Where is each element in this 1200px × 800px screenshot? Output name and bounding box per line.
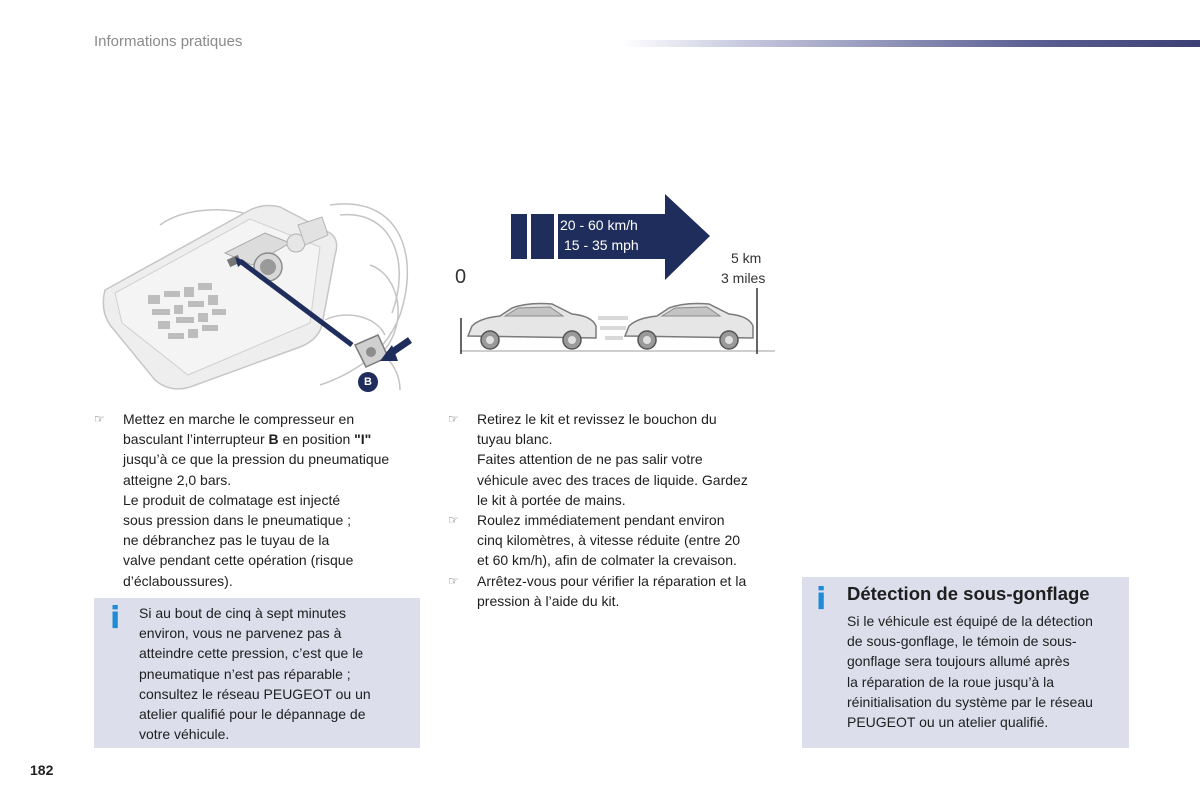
text-line: basculant l’interrupteur [123, 431, 269, 448]
instruction-remove-kit [448, 409, 788, 510]
text-line: de sous-gonflage, le témoin de sous- [847, 633, 1077, 650]
text-line: et 60 km/h), afin de colmater la crevaison. [477, 552, 737, 569]
speed-mph-label: 15 - 35 mph [564, 237, 639, 253]
text-line: atteigne 2,0 bars. [123, 471, 232, 488]
text-line: gonflage sera toujours allumé après [847, 653, 1070, 670]
text-line: véhicule avec des traces de liquide. Gardez [477, 471, 748, 488]
text-line: Arrêtez-vous pour vérifier la réparation et la [477, 572, 747, 589]
info-box-title: Détection de sous-gonflage [847, 583, 1090, 604]
header-gradient-bar [622, 40, 1200, 47]
distance-km-label: 5 km [731, 250, 762, 266]
info-box-text [139, 603, 415, 744]
switch-b-ref: B [268, 431, 279, 448]
instruction-drive [448, 510, 788, 571]
text-line: réinitialisation du système par le réseau [847, 693, 1093, 710]
text-line: Roulez immédiatement pendant environ [477, 512, 725, 529]
section-header-label: Informations pratiques [94, 33, 243, 50]
text-line: pression à l’aide du kit. [477, 592, 620, 609]
pointing-hand-icon: ☞ [448, 412, 459, 426]
text-line: Faites attention de ne pas salir votre [477, 451, 703, 468]
text-line: atteindre cette pression, c’est que le [139, 645, 364, 662]
text-line: consultez le réseau PEUGEOT ou un [139, 685, 371, 702]
text-line: atelier qualifié pour le dépannage de [139, 706, 366, 723]
arrow-segment-2 [531, 214, 554, 259]
text-line: tuyau blanc. [477, 431, 553, 448]
text-line: votre véhicule. [139, 726, 230, 743]
pointing-hand-icon: ☞ [94, 412, 105, 426]
distance-miles-label: 3 miles [721, 270, 766, 286]
compressor-illustration [100, 195, 422, 395]
text-line: PEUGEOT ou un atelier qualifié. [847, 714, 1049, 731]
info-box-text [847, 611, 1127, 732]
callout-b-badge: B [358, 372, 378, 392]
text-line: sous pression dans le pneumatique ; [123, 512, 352, 529]
text-line: cinq kilomètres, à vitesse réduite (entre 20 [477, 532, 741, 549]
text-line: d’éclaboussures). [123, 572, 233, 589]
left-instructions [94, 409, 424, 591]
info-icon: i [816, 582, 827, 617]
instruction-stop-check [448, 571, 788, 611]
left-info-box [94, 598, 420, 748]
page-number: 182 [30, 762, 54, 778]
text-line: Si le véhicule est équipé de la détection [847, 613, 1093, 629]
text-line: ne débranchez pas le tuyau de la [123, 532, 330, 549]
text-line: jusqu’à ce que la pression du pneumatique [123, 451, 390, 468]
compressor-drawing [100, 195, 422, 395]
text-line: valve pendant cette opération (risque [123, 552, 354, 569]
text-line: Le produit de colmatage est injecté [123, 491, 341, 508]
position-i-ref: "I" [354, 431, 372, 448]
underinflation-info-box [802, 577, 1129, 748]
text-line: en position [278, 431, 355, 448]
arrow-segment-1 [511, 214, 527, 259]
car-2-shape [625, 304, 753, 350]
text-line: environ, vous ne parvenez pas à [139, 625, 342, 642]
car-1-shape [468, 304, 596, 350]
text-line: la réparation de la roue jusqu’à la [847, 673, 1055, 690]
middle-instructions [448, 409, 788, 611]
start-distance-label: 0 [455, 266, 467, 288]
pointing-hand-icon: ☞ [448, 573, 459, 588]
text-line: le kit à portée de mains. [477, 491, 626, 508]
text-line: pneumatique n’est pas réparable ; [139, 665, 351, 682]
text-line: Si au bout de cinq à sept minutes [139, 605, 347, 621]
speed-kmh-label: 20 - 60 km/h [560, 217, 638, 233]
text-line: Mettez en marche le compresseur en [123, 411, 355, 427]
info-icon: i [110, 601, 121, 636]
instruction-start-compressor [94, 409, 424, 591]
pointing-hand-icon: ☞ [448, 513, 459, 528]
speed-distance-illustration [450, 188, 780, 360]
text-line: Retirez le kit et revissez le bouchon du [477, 411, 717, 427]
